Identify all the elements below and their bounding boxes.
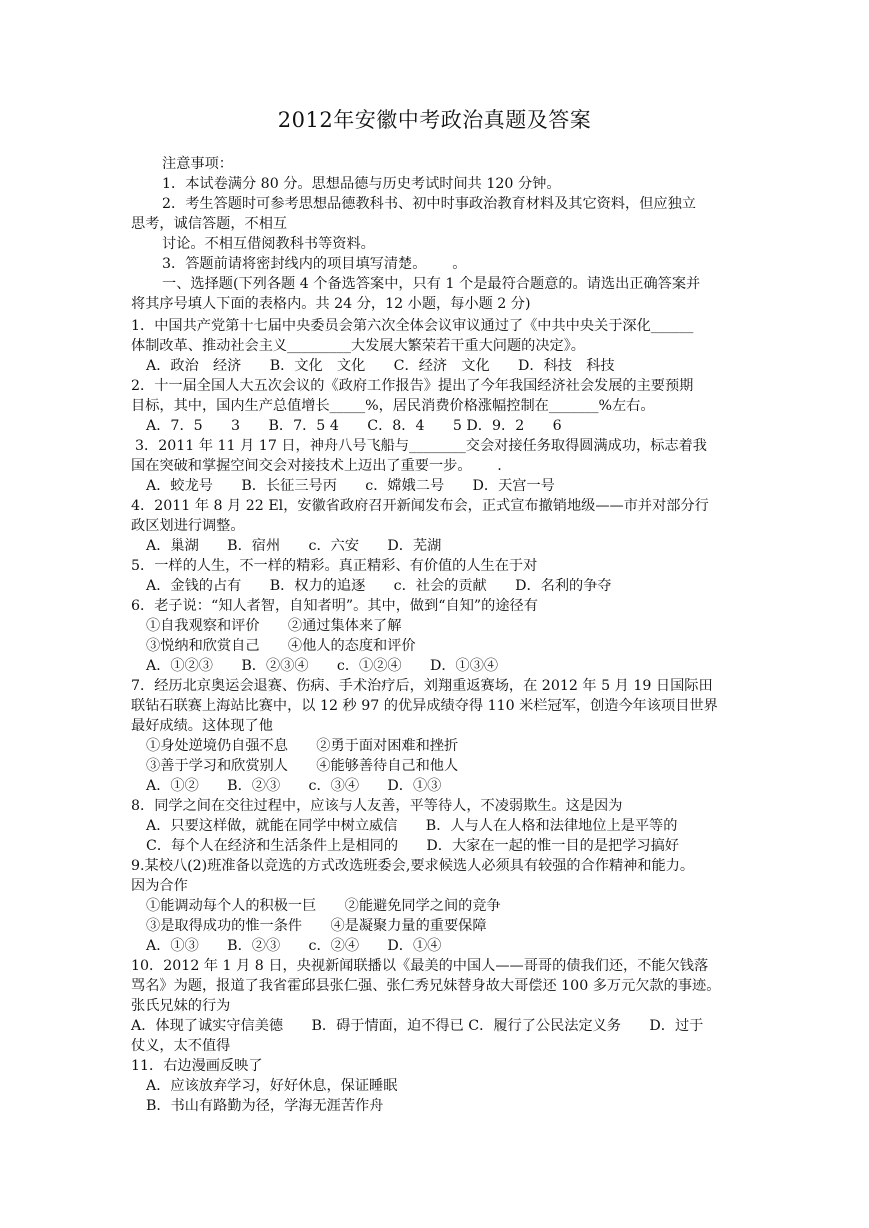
notice-item-1: 1．本试卷满分 80 分。思想品德与历史考试时间共 120 分钟。 bbox=[162, 176, 561, 192]
question-9-options: A．①③ B．②③ c．②④ D．①④ bbox=[146, 938, 442, 954]
question-5: 5．一样的人生，不一样的精彩。真正精彩、有价值的人生在于对 bbox=[131, 558, 538, 574]
question-7: 7．经历北京奥运会退赛、伤病、手术治疗后，刘翔重返赛场，在 2012 年 5 月 19 日国际田 bbox=[131, 678, 713, 694]
question-7-cont: 联钻石联赛上海站比赛中，以 12 秒 97 的优异成绩夺得 110 米栏冠军，创造今年该项目世界 bbox=[131, 698, 718, 714]
question-10-cont: 骂名》为题，报道了我省霍邱县张仁强、张仁秀兄妹替身故大哥偿还 100 多万元欠款的事迹。 bbox=[131, 978, 721, 994]
question-8-options-ab: A．只要这样做，就能在同学中树立威信 B．人与人在人格和法律地位上是平等的 bbox=[146, 818, 678, 834]
notice-item-2-cont: 思考，诚信答题，不相互 bbox=[131, 216, 288, 232]
notice-item-2: 2．考生答题时可参考思想品德教科书、初中时事政治教育材料及其它资料，但应独立 bbox=[162, 196, 696, 212]
section-heading-cont: 将其序号填人下面的表格内。共 24 分，12 小题，每小题 2 分) bbox=[131, 296, 531, 312]
question-11-option-b: B．书山有路勤为径，学海无涯苦作舟 bbox=[146, 1098, 384, 1114]
question-11: 11．右边漫画反映了 bbox=[131, 1058, 263, 1074]
question-2-cont: 目标，其中，国内生产总值增长_____%，居民消费价格涨幅控制在_______%左右。 bbox=[131, 398, 655, 414]
question-3: 3．2011 年 11 月 17 日，神舟八号飞船与________交会对接任务取得圆满成功，标志着我 bbox=[135, 438, 707, 454]
question-3-options: A．蛟龙号 B．长征三号丙 c．嫦娥二号 D．天宫一号 bbox=[146, 478, 555, 494]
question-10: 10．2012 年 1 月 8 日，央视新闻联播以《最美的中国人——哥哥的债我们还，不能欠钱落 bbox=[131, 958, 709, 974]
question-1: 1．中国共产党第十七届中央委员会第六次全体会议审议通过了《中共中央关于深化______ bbox=[131, 318, 694, 334]
question-4-cont: 政区划进行调整。 bbox=[131, 518, 245, 534]
question-7-items-b: ③善于学习和欣赏别人 ④能够善待自己和他人 bbox=[146, 758, 459, 774]
question-8-options-cd: C．每个人在经济和生活条件上是相同的 D．大家在一起的惟一目的是把学习搞好 bbox=[146, 838, 679, 854]
question-5-options: A．金钱的占有 B．权力的追逐 c．社会的贡献 D．名利的争夺 bbox=[146, 578, 612, 594]
question-4-options: A．巢湖 B．宿州 c．六安 D．芜湖 bbox=[146, 538, 442, 554]
question-1-options: A．政治 经济 B．文化 文化 C．经济 文化 D．科技 科技 bbox=[146, 358, 615, 374]
question-6: 6．老子说：“知人者智，自知者明”。其中，做到“自知”的途径有 bbox=[131, 598, 538, 614]
question-2: 2．十一届全国人大五次会议的《政府工作报告》提出了今年我国经济社会发展的主要预期 bbox=[131, 378, 694, 394]
question-11-option-a: A．应该放弃学习，好好休息，保证睡眠 bbox=[146, 1078, 398, 1094]
section-heading: 一、选择题(下列各题 4 个备选答案中，只有 1 个是最符合题意的。请选出正确答案并 bbox=[162, 276, 701, 292]
question-4: 4．2011 年 8 月 22 El，安徽省政府召开新闻发布会，正式宣布撤销地级——市并对部分行 bbox=[131, 498, 709, 514]
question-1-cont: 体制改革、推动社会主义_________大发展大繁荣若干重大问题的决定》。 bbox=[131, 338, 585, 354]
question-3-cont: 国在突破和掌握空间交会对接技术上迈出了重要一步。 . bbox=[131, 458, 502, 474]
page-title: 2012年安徽中考政治真题及答案 bbox=[277, 108, 592, 132]
question-6-items-b: ③悦纳和欣赏自己 ④他人的态度和评价 bbox=[146, 638, 416, 654]
notice-heading: 注意事项： bbox=[162, 156, 233, 172]
question-7-cont2: 最好成绩。这体现了他 bbox=[131, 718, 273, 734]
question-7-items-a: ①身处逆境仍自强不息 ②勇于面对困难和挫折 bbox=[146, 738, 459, 754]
question-6-options: A．①②③ B．②③④ c．①②④ D．①③④ bbox=[146, 658, 499, 674]
notice-item-2-cont2: 讨论。不相互借阅教科书等资料。 bbox=[162, 236, 375, 252]
question-10-options-cont: 仗义，太不值得 bbox=[131, 1038, 231, 1054]
question-9: 9.某校八(2)班准备以竞选的方式改选班委会,要求候选人必须具有较强的合作精神和能力。 bbox=[131, 858, 695, 874]
notice-item-3: 3．答题前请将密封线内的项目填写清楚。 。 bbox=[162, 256, 467, 272]
question-7-options: A．①② B．②③ c．③④ D．①③ bbox=[146, 778, 442, 794]
question-9-cont: 因为合作 bbox=[131, 878, 188, 894]
question-9-items-b: ③是取得成功的惟一条件 ④是凝聚力量的重要保障 bbox=[146, 918, 487, 934]
question-2-options: A．7．5 3 B．7．5 4 C．8．4 5 D．9．2 6 bbox=[146, 418, 562, 434]
question-6-items-a: ①自我观察和评价 ②通过集体来了解 bbox=[146, 618, 402, 634]
question-10-options: A．体现了诚实守信美德 B．碍于情面，迫不得已 C．履行了公民法定义务 D．过于 bbox=[131, 1018, 704, 1034]
question-10-cont2: 张氏兄妹的行为 bbox=[131, 998, 231, 1014]
question-9-items-a: ①能调动每个人的积极一巨 ②能避免同学之间的竞争 bbox=[146, 898, 501, 914]
question-8: 8．同学之间在交往过程中，应该与人友善，平等待人，不凌弱欺生。这是因为 bbox=[131, 798, 623, 814]
